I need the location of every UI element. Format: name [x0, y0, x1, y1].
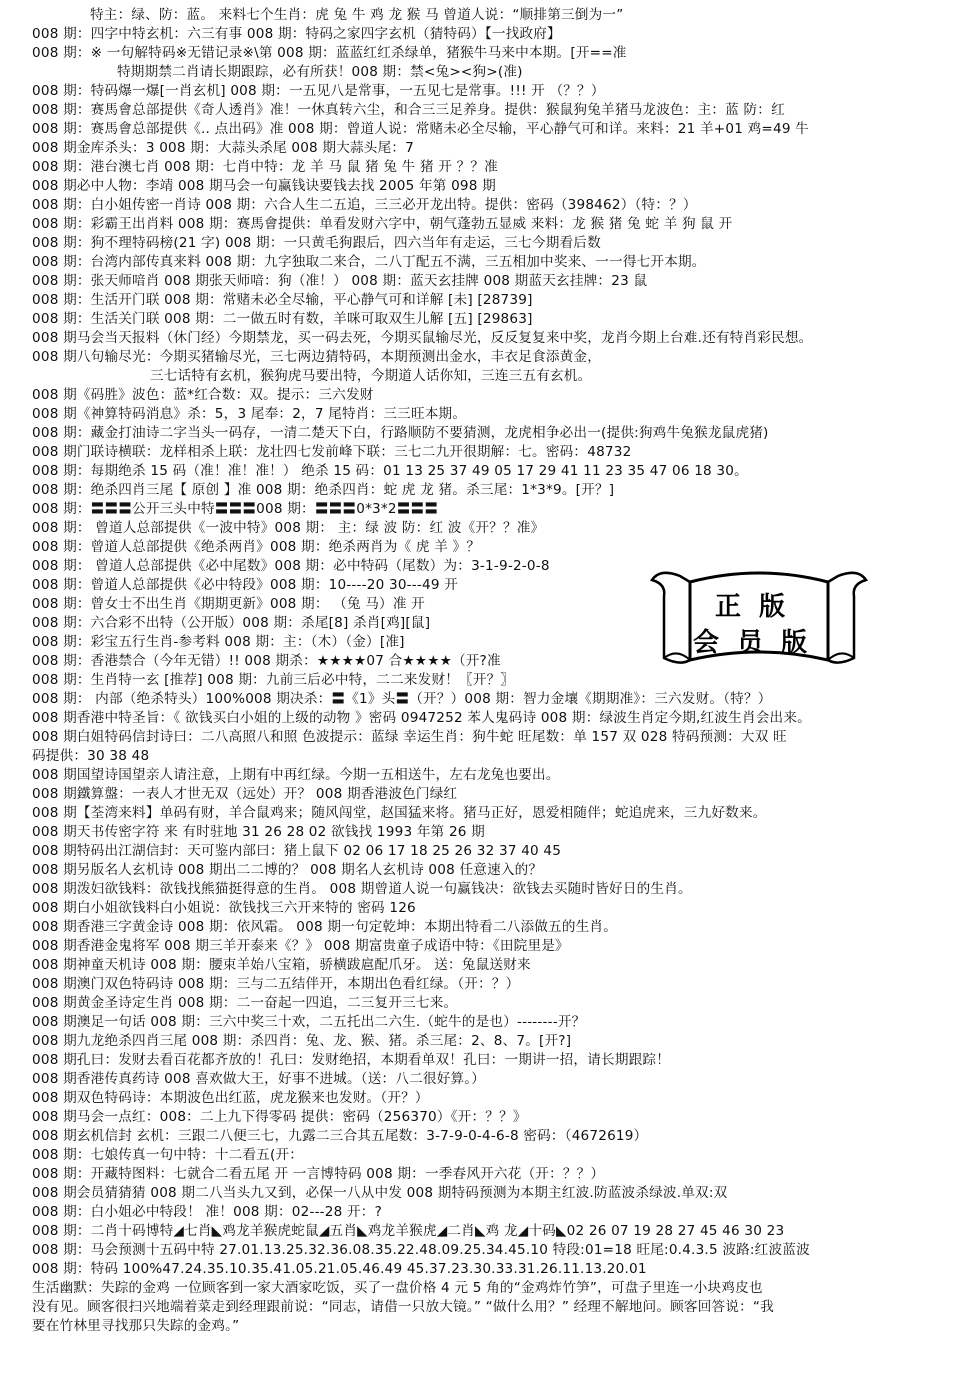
text-line: 008 期香港中特圣旨：《 欲钱买白小姐的上级的动物 》密码 0947252 苯人鬼码诗 008 期：绿波生肖定今期,红波生肖会出来。 [32, 710, 811, 726]
text-line: 008 期八句输尽光：今期买猪输尽光，三七两边猜特码，本期预测出金水，丰衣足食添黄金， [32, 349, 602, 365]
text-line: 特主：绿、防：蓝。 来料七个生肖：虎 兔 牛 鸡 龙 猴 马 曾道人说：“顺排第三倒为一” [90, 7, 624, 23]
text-line: 008 期：台湾内部传真来料 008 期：九字独取二来合，二八丁配五不满，三五相加中奖来、一一得七开本期。 [32, 254, 706, 270]
text-line: 008 期：彩霸王出肖料 008 期：赛馬會提供：单看发财六字中，朝气蓬勃五显威 来料：龙 猴 猪 兔 蛇 羊 狗 鼠 开 [32, 216, 733, 232]
text-line: 008 期：特码爆一爆[一肖玄机] 008 期：一五见八是常事，一五见七是常事。!!! 开 （？？） [32, 83, 605, 99]
text-line: 008 期必中人物：李靖 008 期马会一句赢钱诀要钱去找 2005 年第 098 期 [32, 178, 496, 194]
text-line: 008 期：赛馬會总部提供《奇人透肖》准！一休真转六尘，和合三三足养身。提供：猴鼠狗兔羊猪马龙波色：主：蓝 防：红 [32, 102, 785, 118]
text-line: 008 期：※ 一句解特码※无错记录※\第 008 期：蓝蓝红红杀绿单，猪猴牛马来中本期。[开==准 [32, 45, 627, 61]
text-line: 008 期会员猜猜猜 008 期二八当头九又到，必保一八从中发 008 期特码预测为本期主红波.防蓝波杀绿波.单双:双 [32, 1185, 728, 1201]
text-line: 要在竹林里寻找那只失踪的金鸡。” [32, 1318, 240, 1334]
text-line: 008 期：生活关门联 008 期：二一做五时有数，羊咪可取双生儿解 [五] [29863] [32, 311, 533, 327]
text-line: 008 期：〓〓〓公开三头中特〓〓〓008 期：〓〓〓0*3*2〓〓〓 [32, 501, 439, 517]
text-line: 008 期：白小姐传密一肖诗 008 期：六合人生二五追，三三必开龙出特。提供：密码（398462）（特：？） [32, 197, 697, 213]
text-line: 008 期神童天机诗 008 期：腰束羊始八宝箱，骄横跋扈配爪牙。 送：兔鼠送财来 [32, 957, 531, 973]
text-line: 008 期香港金鬼将军 008 期三羊开泰来《？》 008 期富贵童子成语中特：《田院里是》 [32, 938, 569, 954]
text-line: 008 期【荃湾来料】单码有财，羊合鼠鸡来；随风闯堂，赵国猛来将。猪马正好，恩爱相随伴；蛇追虎来，三九好数来。 [32, 805, 767, 821]
text-line: 008 期：开藏特图料：七就合二看五尾 开 一言博特码 008 期：一季春风开六花（开：？？） [32, 1166, 605, 1182]
text-line: 008 期马会当天报料（休门经）今期禁龙，买一码去死，今期买鼠输尽光，反反复复来中奖，龙肖今期上台难.还有特肖彩民想。 [32, 330, 813, 346]
text-line: 008 期： 曾道人总部提供《必中尾数》008 期：必中特码（尾数）为：3-1-9-2-0-8 [32, 558, 550, 574]
text-line: 特期期禁二肖请长期跟踪，必有所获！008 期：禁<兔><狗>(准) [117, 64, 523, 80]
text-line: 008 期：曾女士不出生肖《期期更新》008 期： （兔 马）准 开 [32, 596, 425, 612]
text-line: 008 期玄机信封 玄机：三跟二八便三七，九露二三合其五尾数：3-7-9-0-4-6-8 密码：（4672619） [32, 1128, 648, 1144]
text-line: 008 期鐵算盤：一表人才世无双（远处）开？ 008 期香港波色门绿红 [32, 786, 458, 802]
text-line: 008 期：马会预测十五码中特 27.01.13.25.32.36.08.35.22.48.09.25.34.45.10 特段:01=18 旺尾:0.4.3.5 波路:红波蓝波 [32, 1242, 810, 1258]
text-line: 008 期： 曾道人总部提供《一波中特》008 期： 主：绿 波 防：红 波《开？？准》 [32, 520, 545, 536]
text-line: 008 期马会一点红：008：二上九下得零码 提供：密码（256370）《开：？？》 [32, 1109, 527, 1125]
text-line: 008 期：赛馬會总部提供《.. 点出码》准 008 期：曾道人说：常赌未必全尽输，平心静气可和详。来料：21 羊+01 鸡=49 牛 [32, 121, 809, 137]
text-line: 008 期香港三字黄金诗 008 期：依风霜。 008 期一句定乾坤：本期出特看二八添做五的生肖。 [32, 919, 618, 935]
text-line: 008 期《码胜》波色：蓝*红合数：双。提示：三六发财 [32, 387, 374, 403]
text-line: 没有见。顾客很扫兴地端着菜走到经理跟前说：“同志，请借一只放大镜。” “做什么用？” 经理不解地问。顾客回答说：“我 [32, 1299, 774, 1315]
text-line: 008 期门联诗横联：龙样相杀上联：龙壮四七发前峰下联：三七二九开很期解：七。密码：48732 [32, 444, 632, 460]
text-line: 008 期：白小姐必中特段！ 准！008 期：02---28 开：? [32, 1204, 383, 1220]
text-line: 008 期：藏金打油诗二字当头一码存，一清二楚天下白，行路顺防不要猜测，龙虎相争必出一(提供:狗鸡牛兔猴龙鼠虎猪) [32, 425, 769, 441]
text-line: 码提供：30 38 48 [32, 748, 150, 764]
text-line: 008 期金库杀头：3 008 期：大蒜头杀尾 008 期大蒜头尾：7 [32, 140, 415, 156]
text-line: 008 期：香港禁合（今年无错）!! 008 期杀：★★★★07 合★★★★（开?准 [32, 653, 501, 669]
text-line: 008 期白姐特码信封诗曰：二八高照八和照 色波提示：蓝绿 幸运生肖：狗牛蛇 旺尾数：单 157 双 028 特码预测：大双 旺 [32, 729, 787, 745]
text-line: 008 期：四字中特玄机：六三有事 008 期：特码之家四字玄机（猜特码）【一找政府】 [32, 26, 561, 42]
text-line: 008 期：张天师喑肖 008 期张天师喑：狗（准！） 008 期：蓝天玄挂牌 008 期蓝天玄挂牌：23 鼠 [32, 273, 648, 289]
text-line: 008 期白小姐欲钱料白小姐说：欲钱找三六开来特的 密码 126 [32, 900, 416, 916]
stamp-subtitle: 会员版 [692, 628, 825, 658]
text-line: 008 期香港传真药诗 008 喜欢做大王，好事不进城。（送：八二很好算。） [32, 1071, 486, 1087]
text-line: 008 期孔曰：发财去看百花都齐放的！孔曰：发财绝招，本期看单双！孔曰：一期讲一招，请长期跟踪！ [32, 1052, 670, 1068]
text-line: 008 期： 内部（绝杀特头）100%008 期决杀：〓《1》头〓（开？）008 期：智力金壤《期期准》：三六发财。（特？） [32, 691, 772, 707]
text-line: 008 期：生肖特一玄 [推荐] 008 期：九前三后必中特，二二来发财！〖开？〗 [32, 672, 515, 688]
text-line: 008 期：港台澳七肖 008 期：七肖中特：龙 羊 马 鼠 猪 兔 牛 猪 开 ？？准 [32, 159, 498, 175]
text-line: 008 期国望诗国望亲人请注意，上期有中再红绿。今期一五相送牛，左右龙兔也要出。 [32, 767, 560, 783]
text-line: 008 期：绝杀四肖三尾【 原创 】准 008 期：绝杀四肖：蛇 虎 龙 猪。杀三尾：1*3*9。[开？] [32, 482, 615, 498]
text-line: 008 期黄金圣诗定生肖 008 期：二一奋起一四追，二三复开三七来。 [32, 995, 458, 1011]
text-line: 008 期：每期绝杀 15 码（准！准！准！） 绝杀 15 码：01 13 25 37 49 05 17 29 41 11 23 35 47 06 18 30。 [32, 463, 748, 479]
text-line: 008 期澳足一句话 008 期：三六中奖三十欢，二五托出二六生.（蛇牛的是也）--------开？ [32, 1014, 586, 1030]
text-line: 008 期另版名人玄机诗 008 期出二二博的？ 008 期名人玄机诗 008 任意速入的？ [32, 862, 543, 878]
text-line: 008 期：曾道人总部提供《必中特段》008 期：10----20 30---49 开 [32, 577, 458, 593]
text-line: 008 期：二肖十码博特◢七肖◣鸡龙羊猴虎蛇鼠◢五肖◣鸡龙羊猴虎◢二肖◣鸡 龙◢十码◣02 26 07 19 28 27 45 46 30 23 [32, 1223, 785, 1239]
text-line: 008 期：特码 100%47.24.35.10.35.41.05.21.05.46.49 45.37.23.30.33.31.26.11.13.20.01 [32, 1261, 647, 1277]
text-line: 008 期《神算特码消息》杀：5，3 尾奉：2，7 尾特肖：三三旺本期。 [32, 406, 467, 422]
official-edition-stamp [640, 562, 878, 670]
text-line: 008 期九龙绝杀四肖三尾 008 期：杀四肖：兔、龙、猴、猪。杀三尾：2、8、7。[开?] [32, 1033, 572, 1049]
text-line: 008 期：曾道人总部提供《绝杀两肖》008 期：绝杀两肖为《 虎 羊 》？ [32, 539, 481, 555]
text-line: 008 期天书传密字符 来 有时驻地 31 26 28 02 欲钱找 1993 年第 26 期 [32, 824, 485, 840]
text-line: 008 期：生活开门联 008 期：常赌未必全尽输，平心静气可和详解 [未] [28739] [32, 292, 533, 308]
text-line: 008 期：七娘传真一句中特：十二看五(开： [32, 1147, 304, 1163]
text-line: 三七话特有玄机，猴狗虎马要出特，今期道人话你知，三连三五有玄机。 [150, 368, 592, 384]
text-line: 生活幽默：失踪的金鸡 一位顾客到一家大酒家吃饭，买了一盘价格 4 元 5 角的“金鸡炸竹笋”，可盘子里连一小块鸡皮也 [32, 1280, 763, 1296]
text-line: 008 期澳门双色特码诗 008 期：三与二五结伴开，本期出色看红绿。（开：？） [32, 976, 520, 992]
text-line: 008 期双色特码诗：本期波色出红蓝，虎龙猴来也发财。（开？） [32, 1090, 429, 1106]
text-line: 008 期：狗不理特码榜(21 字) 008 期：一只黄毛狗跟后，四六当年有走运，三七今期看后数 [32, 235, 601, 251]
text-line: 008 期：六合彩不出特（公开版）008 期：杀尾[8] 杀肖[鸡][鼠] [32, 615, 431, 631]
text-line: 008 期泼妇欲钱料：欲钱找熊猫挺得意的生肖。 008 期曾道人说一句赢钱决：欲钱去买随时皆好日的生肖。 [32, 881, 692, 897]
text-line: 008 期特码出江湖信封：天可鉴内部曰：猪上鼠下 02 06 17 18 25 26 32 37 40 45 [32, 843, 562, 859]
stamp-title: 正版 [714, 592, 803, 622]
text-line: 008 期：彩宝五行生肖-参考料 008 期：主：（木）（金）[准] [32, 634, 405, 650]
